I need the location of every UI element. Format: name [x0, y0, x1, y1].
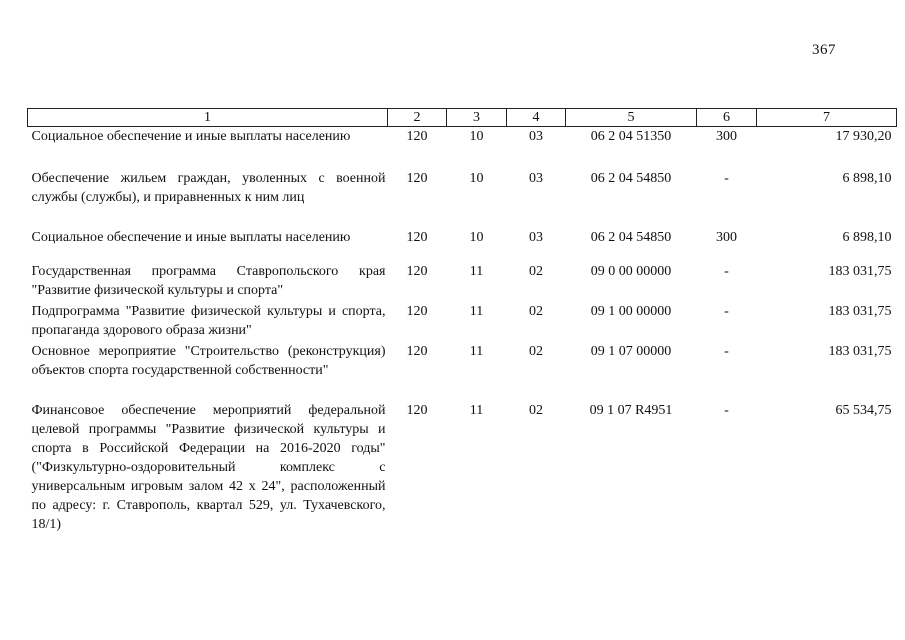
table-row	[28, 262, 897, 302]
item-name-cell: Финансовое обеспечение мероприятий федеральной целевой программы "Развитие физической культуры и спорта в Российской Федерации на 2016-2020 годы" ("Физкультурно-оздоровительный комплекс с универсальным игровым залом 42 х 24", расположенный по адресу: г. Ставрополь, квартал 529, ул. Тухачевского, 18/1)	[31, 403, 386, 532]
expense-type-cell: -	[724, 264, 729, 279]
expense-type-cell: 300	[716, 230, 737, 245]
section-code-cell: 11	[469, 344, 484, 359]
expense-type-cell: 300	[716, 129, 737, 144]
target-article-cell: 09 1 07 00000	[590, 344, 672, 359]
ministry-code-cell: 120	[406, 304, 428, 319]
target-article-cell: 06 2 04 51350	[590, 129, 672, 144]
item-name-cell: Социальное обеспечение и иные выплаты населению	[31, 129, 351, 144]
page-number: 367	[812, 42, 836, 58]
item-name-cell: Социальное обеспечение и иные выплаты населению	[31, 230, 351, 245]
subsection-code-cell: 02	[529, 403, 543, 418]
amount-cell: 183 031,75	[828, 264, 892, 279]
ministry-code-cell: 120	[406, 171, 428, 186]
ministry-code-cell: 120	[406, 264, 428, 279]
table-row	[28, 169, 897, 228]
subsection-code-cell: 02	[529, 304, 543, 319]
item-name-cell: Основное мероприятие "Строительство (реконструкция) объектов спорта государственной собственности"	[31, 344, 386, 378]
subsection-code-cell: 02	[529, 264, 543, 279]
amount-cell: 17 930,20	[835, 129, 892, 144]
subsection-code-cell: 03	[529, 230, 543, 245]
section-code-cell: 10	[469, 129, 484, 144]
table-row	[28, 342, 897, 401]
expense-type-cell: -	[724, 403, 729, 418]
amount-cell: 6 898,10	[842, 230, 892, 245]
item-name-cell: Государственная программа Ставропольского края "Развитие физической культуры и спорта"	[31, 264, 386, 298]
ministry-code-cell: 120	[406, 129, 428, 144]
column-header: 2	[388, 109, 447, 127]
target-article-cell: 06 2 04 54850	[590, 230, 672, 245]
amount-cell: 183 031,75	[828, 344, 892, 359]
column-header: 5	[566, 109, 697, 127]
subsection-code-cell: 03	[529, 171, 543, 186]
amount-cell: 183 031,75	[828, 304, 892, 319]
budget-table	[27, 108, 897, 534]
ministry-code-cell: 120	[406, 403, 428, 418]
column-header: 7	[757, 109, 897, 127]
expense-type-cell: -	[724, 171, 729, 186]
expense-type-cell: -	[724, 344, 729, 359]
column-header: 1	[28, 109, 388, 127]
ministry-code-cell: 120	[406, 344, 428, 359]
subsection-code-cell: 03	[529, 129, 543, 144]
target-article-cell: 09 1 07 R4951	[589, 403, 673, 418]
ministry-code-cell: 120	[406, 230, 428, 245]
section-code-cell: 10	[469, 171, 484, 186]
target-article-cell: 09 0 00 00000	[590, 264, 672, 279]
amount-cell: 6 898,10	[842, 171, 892, 186]
table-row	[28, 228, 897, 262]
column-header: 4	[507, 109, 566, 127]
table-header-row	[28, 109, 897, 127]
item-name-cell: Подпрограмма "Развитие физической культуры и спорта, пропаганда здорового образа жизни"	[31, 304, 386, 338]
column-header: 3	[447, 109, 507, 127]
table-row	[28, 127, 897, 170]
target-article-cell: 06 2 04 54850	[590, 171, 672, 186]
expense-type-cell: -	[724, 304, 729, 319]
section-code-cell: 11	[469, 403, 484, 418]
table-row	[28, 302, 897, 342]
section-code-cell: 10	[469, 230, 484, 245]
item-name-cell: Обеспечение жильем граждан, уволенных с военной службы (службы), и приравненных к ним лиц	[31, 171, 386, 205]
table-row	[28, 401, 897, 534]
subsection-code-cell: 02	[529, 344, 543, 359]
amount-cell: 65 534,75	[835, 403, 892, 418]
target-article-cell: 09 1 00 00000	[590, 304, 672, 319]
section-code-cell: 11	[469, 304, 484, 319]
column-header: 6	[697, 109, 757, 127]
section-code-cell: 11	[469, 264, 484, 279]
